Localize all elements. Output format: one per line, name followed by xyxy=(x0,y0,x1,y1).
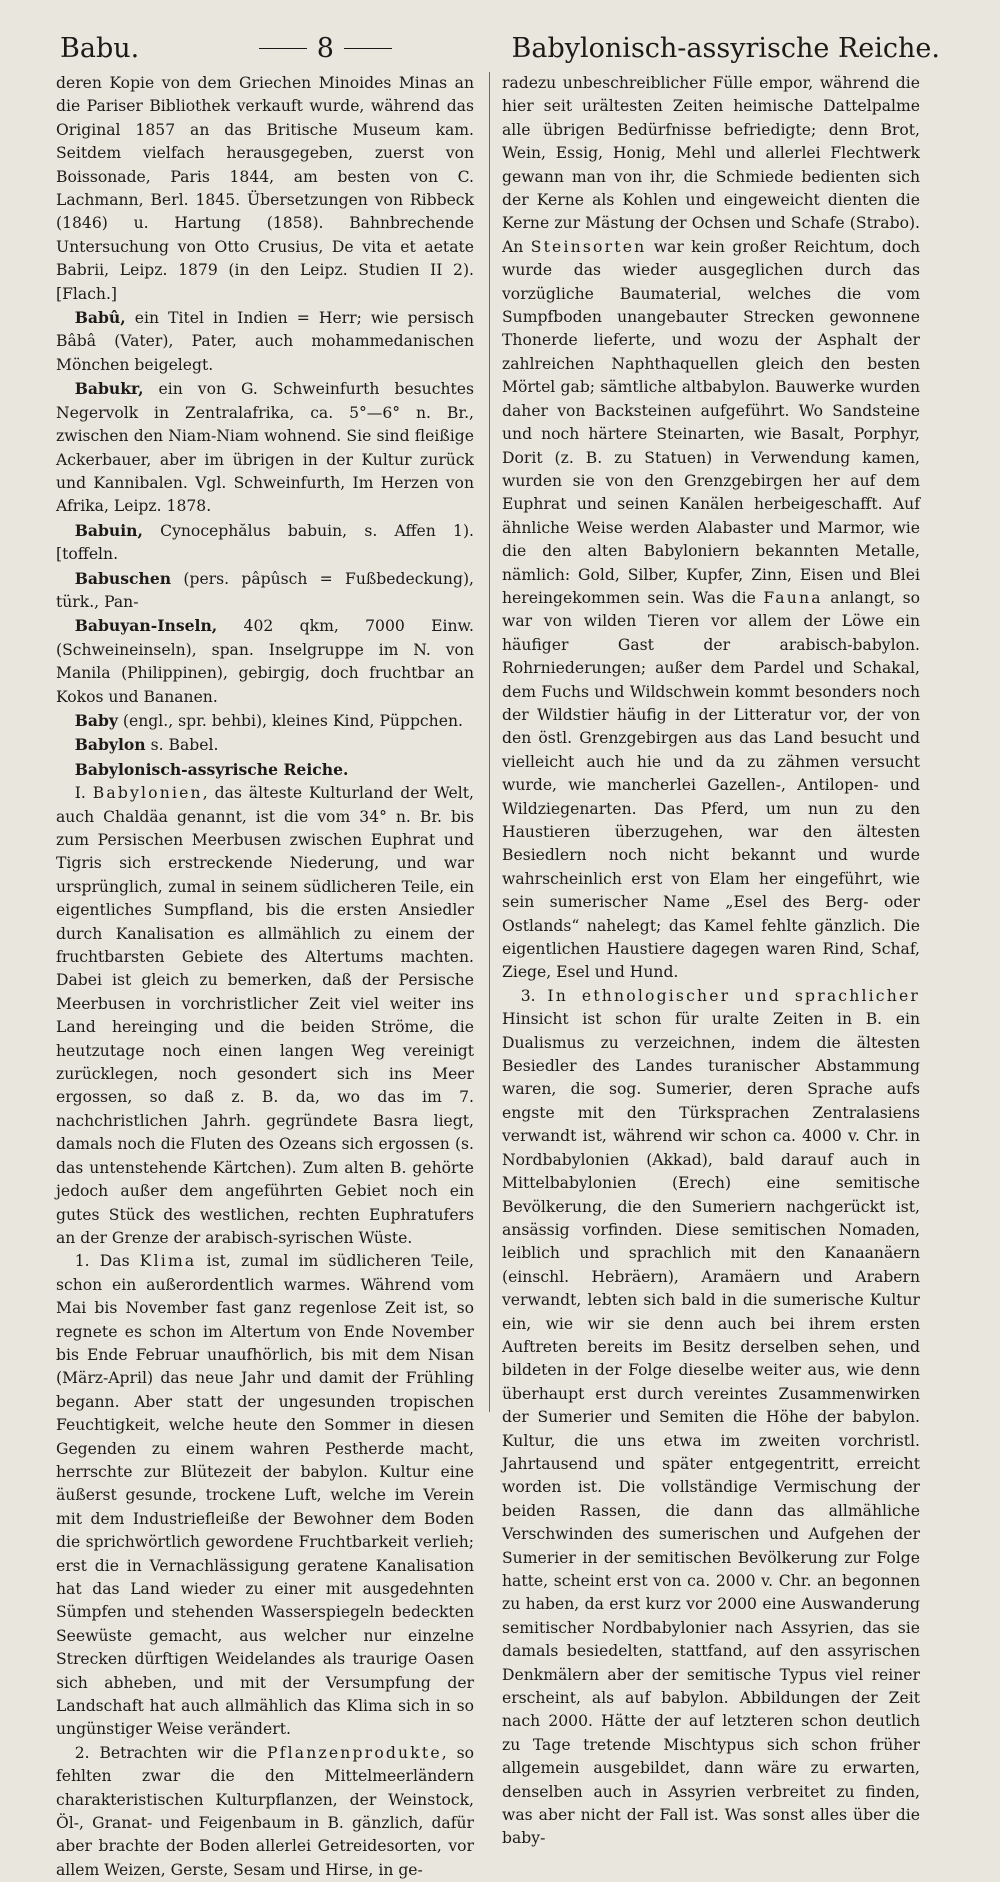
right-column xyxy=(502,72,920,1851)
section-klima xyxy=(56,1250,474,1742)
spaced-term: Steinsorten xyxy=(530,237,647,256)
entry-text: ein Titel in Indien = Herr; wie persisch Bâbâ (Vater), Pater, auch mohammedanischen Mönchen beigelegt. xyxy=(56,309,474,374)
section-ethnologie xyxy=(502,985,920,1851)
section-text: Hinsicht ist schon für uralte Zeiten in B. ein Dualismus zu verzeichnen, indem die ältesten Besiedler des Landes turanischer Abstammung waren, die sog. Sumerier, deren Sprache aufs engste mit den Türksprachen Zentralasiens verwandt ist, während wir schon ca. 4000 v. Chr. in Nordbabylonien (Akkad), bald darauf auch in Mittelbabylonien (Erech) eine semitische Bevölkerung, die den Sumeriern nachgerückt ist, ansässig vorfinden. Diese semitischen Nomaden, leiblich und sprachlich mit den Kanaanäern (einschl. Hebräern), Aramäern und Arabern verwandt, lebten sich bald in die sumerische Kultur ein, wie wir sie denn auch bei ihrem ersten Auftreten bereits im Besitz derselben sehen, und bildeten in der Folge dieselbe weiter aus, wie denn überhaupt erst durch vereintes Zusammenwirken der Sumerier und Semiten die Höhe der babylon. Kultur, die uns etwa im zweiten vorchristl. Jahrtausend und später entgegentritt, erreicht worden ist. Die vollständige Vermischung der beiden Rassen, die dann das allmähliche Verschwinden des sumerischen und Aufgehen der Sumerier in der semitischen Bevölkerung zur Folge hatte, scheint erst von ca. 2000 v. Chr. an begonnen zu haben, da erst kurz vor 2000 eine Auswanderung semitischer Nordbabylonier nach Assyrien, das sie damals besiedelten, stattfand, auf den assyrischen Denkmälern aber der semitische Typus viel reiner erscheint, als auf babylon. Abbildungen der Zeit nach 2000. Hätte der auf letzteren schon deutlich zu Tage tretende Mischtypus sich schon früher allgemein ausgebildet, dann wäre zu erwarten, denselben auch in Assyrien verbreitet zu finden, was aber nicht der Fall ist. Was sonst alles über die baby- xyxy=(502,1010,920,1848)
headword: Baby xyxy=(74,710,118,730)
body-text: anlangt, so war von wilden Tieren vor allem der Löwe ein häufiger Gast der arabisch-babylon. Rohrniederungen; außer dem Pardel und Schakal, dem Fuchs und Wildschwein kommt besonders noch der Wildstier häufig in der Litteratur vor, der von den östl. Grenzgebirgen aus das Land besucht und vielleicht auch hie und da zu zähmen versucht wurde, wie mancherlei Gazellen-, Antilopen- und Wildziegenarten. Das Pferd, um nun zu den Haustieren überzugehen, war den ältesten Besiedlern noch nicht bekannt und wurde wahrscheinlich erst von Elam her eingeführt, wie sein sumerischer Name „Esel des Berg- oder Ostlands“ nahelegt; das Kamel fehlte gänzlich. Die eigentlichen Haustiere dagegen waren Rind, Schaf, Ziege, Esel und Hund. xyxy=(502,588,920,982)
header-left-keyword: Babu. xyxy=(60,32,140,64)
entry-babylonisch-heading xyxy=(56,758,474,782)
entry-baby xyxy=(56,709,474,733)
entry-text: (engl., spr. behbi), kleines Kind, Püppchen. xyxy=(117,711,463,730)
section-pflanzen-fauna-continuation xyxy=(502,72,920,985)
section-text: ist, zumal im südlicheren Teile, schon ein außerordentlich warmes. Während vom Mai bis November fast ganz regenlose Zeit ist, so regnete es schon im Altertum von Ende November bis Ende Februar unaufhörlich, bis mit dem Nisan (März-April) das neue Jahr und damit der Frühling begann. Aber statt der ungesunden tropischen Feuchtigkeit, welche heute den Sommer in diesen Gegenden zu einem wahren Pestherde macht, herrschte zur Blütezeit der babylon. Kultur eine äußerst gesunde, trockene Luft, welche im Verein mit dem Industriefleiße der Bewohner dem Boden die sprichwörtlich gewordene Fruchtbarkeit verlieh; erst die in Vernachlässigung geratene Kanalisation hat das Land wieder zu einer mit ausgedehnten Sümpfen und stehenden Wasserspiegeln bedeckten Seewüste gemacht, aus welcher nur einzelne Strecken dürftigen Weidelandes als traurige Oasen sich abheben, und mit der Versumpfung der Landschaft hat auch allmählich das Klima sich in so ungünstiger Weise verändert. xyxy=(56,1252,474,1739)
spaced-term: In ethnologischer und sprachlicher xyxy=(547,986,920,1005)
entry-text: (pers. pâpûsch = Fußbedeckung), türk., Pan- xyxy=(56,569,474,611)
headword: Babylonisch-assyrische Reiche. xyxy=(74,759,349,779)
entry-babukr xyxy=(56,377,474,518)
headword: Babylon xyxy=(74,735,146,755)
spaced-term: Klima xyxy=(139,1252,197,1271)
column-divider xyxy=(489,72,490,1412)
entry-text: Cynocephălus babuin, s. Affen 1). [toffeln. xyxy=(56,521,474,564)
section-number: 1. Das xyxy=(74,1252,140,1271)
entry-text: s. Babel. xyxy=(145,736,219,755)
entry-babuschen xyxy=(56,567,474,615)
body-text: radezu unbeschreiblicher Fülle empor, während die hier seit urältesten Zeiten heimische Dattelpalme alle übrigen Bedürfnisse befriedigte; denn Brot, Wein, Essig, Honig, Mehl und allerlei Flechtwerk gewann man von ihr, die Schmiede bedienten sich der Kerne als Kohlen und eingeweicht dienten die Kerne zur Mästung der Ochsen und Schafe (Strabo). An xyxy=(502,74,920,256)
entry-babrius-continuation: deren Kopie von dem Griechen Minoides Minas an die Pariser Bibliothek verkauft wurde, während das Original 1857 an das Britische Museum kam. Seitdem vielfach herausgegeben, zuerst von Boissonade, Paris 1844, am besten von C. Lachmann, Berl. 1845. Übersetzungen von Ribbeck (1846) u. Hartung (1858). Bahnbrechende Untersuchung von Otto Crusius, De vita et aetate Babrii, Leipz. 1879 (in den Leipz. Studien II 2). [Flach.] xyxy=(56,74,474,303)
running-header xyxy=(60,28,940,68)
header-dash-right xyxy=(344,48,392,49)
header-right-keyword: Babylonisch-assyrische Reiche. xyxy=(511,32,940,64)
spaced-term: Fauna xyxy=(763,588,823,607)
page-number-group xyxy=(259,33,392,64)
section-pflanzenprodukte xyxy=(56,1742,474,1882)
section-number: I. xyxy=(74,784,93,803)
body-text: war kein großer Reichtum, doch wurde das wieder ausgeglichen durch das vorzügliche Baumaterial, welches die vom Sumpfboden unangebauter Strecken gewonnene Thonerde lieferte, und wozu der Asphalt der zahlreichen Naphthaquellen gleich den besten Mörtel gab; sämtliche altbabylon. Bauwerke wurden daher von Backsteinen aufgeführt. Wo Sandsteine und noch härtere Steinarten, wie Basalt, Porphyr, Dorit (z. B. zu Statuen) in Verwendung kamen, wurden sie von den Grenzgebirgen her auf dem Euphrat und seinen Kanälen herbeigeschafft. Auf ähnliche Weise werden Alabaster und Marmor, wie die den alten Babyloniern bekannten Metalle, nämlich: Gold, Silber, Kupfer, Zinn, Eisen und Blei hereingekommen sein. Was die xyxy=(502,237,921,607)
headword: Babû, xyxy=(74,308,126,328)
entry-babuyan xyxy=(56,614,474,709)
headword: Babuschen xyxy=(74,568,172,588)
entry-babylon xyxy=(56,733,474,757)
left-column xyxy=(56,72,474,1882)
section-number: 2. Betrachten wir die xyxy=(74,1743,267,1762)
entry-text: ein von G. Schweinfurth besuchtes Negervolk in Zentralafrika, ca. 5°—6° n. Br., zwischen den Niam-Niam wohnend. Sie sind fleißige Ackerbauer, aber im übrigen in der Kultur zurück und Kannibalen. Vgl. Schweinfurth, Im Herzen von Afrika, Leipz. 1878. xyxy=(56,380,474,516)
headword: Babuin, xyxy=(74,520,143,540)
headword: Babukr, xyxy=(74,379,144,399)
spaced-term: Babylonien xyxy=(92,784,203,803)
entry-babu xyxy=(56,306,474,377)
headword: Babuyan-Inseln, xyxy=(74,616,218,636)
entry-text: 402 qkm, 7000 Einw. (Schweineinseln), span. Inselgruppe im N. von Manila (Philippinen), gebirgig, doch fruchtbar an Kokos und Bananen. xyxy=(56,617,474,706)
header-dash-left xyxy=(259,48,307,49)
spaced-term: Pflanzenprodukte xyxy=(266,1743,442,1762)
section-text: , so fehlten zwar die den Mittelmeerländern charakteristischen Kulturpflanzen, der Weinstock, Öl-, Granat- und Feigenbaum in B. gänzlich, dafür aber brachte der Boden allerlei Getreidesorten, vor allem Weizen, Gerste, Sesam und Hirse, in ge- xyxy=(56,1743,474,1879)
section-babylonien xyxy=(56,782,474,1250)
page-number: 8 xyxy=(316,32,334,64)
section-text: , das älteste Kulturland der Welt, auch Chaldäa genannt, ist die vom 34° n. Br. bis zum Persischen Meerbusen zwischen Euphrat und Tigris sich erstreckende Niederung, und war ursprünglich, zumal in seinem südlicheren Teile, ein eigentliches Sumpfland, bis die ersten Ansiedler durch Kanalisation es allmählich zu einem der fruchtbarsten Gebiete des Altertums machten. Dabei ist gleich zu bemerken, daß der Persische Meerbusen in vorchristlicher Zeit viel weiter ins Land hereinging und die beiden Ströme, die heutzutage noch einen langen Weg vereinigt zurücklegen, noch gesondert sich ins Meer ergossen, so daß z. B. da, wo das im 7. nachchristlichen Jahrh. gegründete Basra liegt, damals noch die Fluten des Ozeans sich ergossen (s. das untenstehende Kärtchen). Zum alten B. gehörte jedoch außer dem angeführten Gebiet noch ein gutes Stück des westlichen, rechten Euphratufers an der Grenze der arabisch-syrischen Wüste. xyxy=(56,784,474,1247)
entry-babuin xyxy=(56,519,474,567)
section-number: 3. xyxy=(520,986,548,1005)
